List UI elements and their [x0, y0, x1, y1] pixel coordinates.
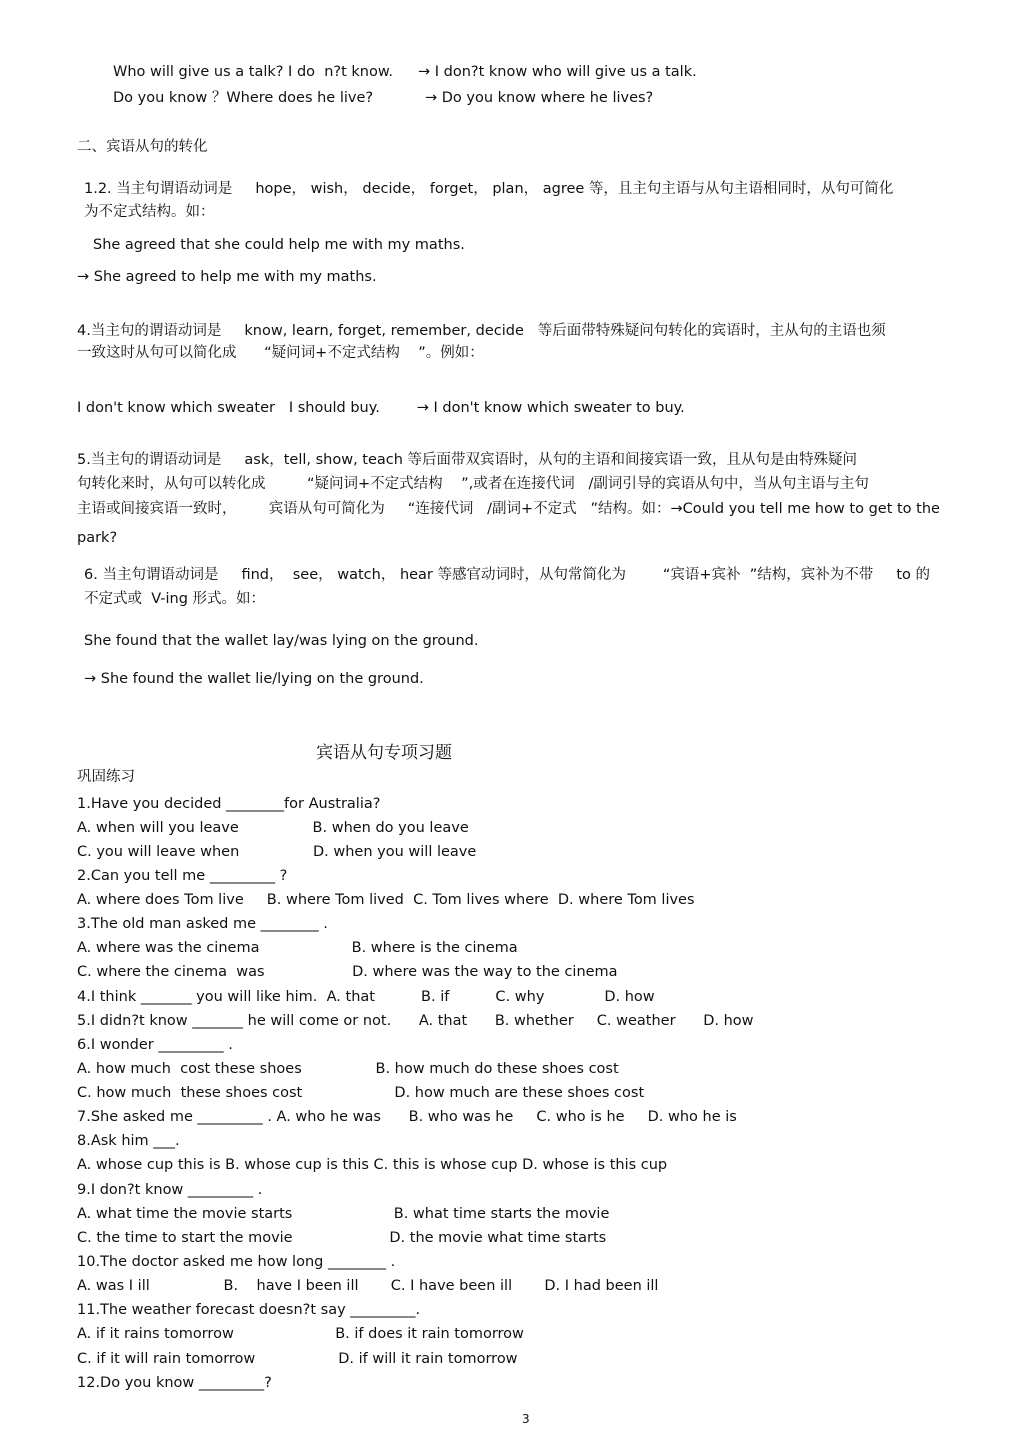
exercise-line: C. if it will rain tomorrow D. if will it rain tomorrow [77, 1351, 518, 1367]
exercise-line: A. where was the cinema B. where is the cinema [77, 940, 518, 956]
rule-6-line2: 不定式或 V-ing 形式。如： [84, 591, 266, 607]
example-q2: Do you know ？Where does he live? [113, 90, 374, 106]
exercise-line: C. where the cinema was D. where was the way to the cinema [77, 964, 618, 980]
exercise-line: A. when will you leave B. when do you leave [77, 820, 469, 836]
exercise-line: A. if it rains tomorrow B. if does it rain tomorrow [77, 1326, 524, 1342]
exercise-line: C. how much these shoes cost D. how much are these shoes cost [77, 1085, 645, 1101]
exercise-line: A. what time the movie starts B. what time starts the movie [77, 1206, 610, 1222]
rule-4-line2: 一致这时从句可以简化成 “疑问词+不定式结构 ”。例如： [77, 345, 484, 361]
exercise-line: 7.She asked me _________ . A. who he was B. who was he C. who is he D. who he is [77, 1109, 737, 1125]
exercise-line: 9.I don?t know _________ . [77, 1182, 263, 1198]
exercise-line: 6.I wonder _________ . [77, 1037, 233, 1053]
exercise-line: 8.Ask him ___. [77, 1133, 180, 1149]
exercise-line: C. you will leave when D. when you will leave [77, 844, 477, 860]
exercise-line: 1.Have you decided ________for Australia? [77, 796, 381, 812]
example-q1: Who will give us a talk? I do n?t know. [113, 64, 394, 80]
rule-12-example-a: She agreed that she could help me with my maths. [93, 237, 465, 253]
exercise-line: A. where does Tom live B. where Tom lived C. Tom lives where D. where Tom lives [77, 892, 695, 908]
rule-6-line1: 6. 当主句谓语动词是 find， see， watch， hear 等感官动词时，从句常简化为 “宾语+宾补 ”结构，宾补为不带 to 的 [84, 567, 930, 583]
page-number: 3 [522, 1412, 530, 1426]
exercise-line: A. whose cup this is B. whose cup is this C. this is whose cup D. whose is this cup [77, 1157, 668, 1173]
rule-5-line1: 5.当主句的谓语动词是 ask，tell, show, teach 等后面带双宾语时，从句的主语和间接宾语一致，且从句是由特殊疑问 [77, 452, 858, 468]
exercise-line: 2.Can you tell me _________ ? [77, 868, 288, 884]
exercise-line: 11.The weather forecast doesn?t say _________. [77, 1302, 421, 1318]
rule-5-line2: 句转化来时，从句可以转化成 “疑问词+不定式结构 ”,或者在连接代词 /副词引导的宾语从句中，当从句主语与主句 [77, 476, 869, 492]
exercise-title: 宾语从句专项习题 [316, 743, 452, 763]
example-a1: → I don?t know who will give us a talk. [418, 64, 697, 80]
exercise-subtitle: 巩固练习 [77, 769, 135, 785]
rule-5-line3: 主语或间接宾语一致时， 宾语从句可简化为 “连接代词 /副词+不定式 ”结构。如：→Could you tell me how to get to the [77, 501, 940, 517]
rule-5-line4: park? [77, 530, 118, 546]
exercise-line: A. how much cost these shoes B. how much do these shoes cost [77, 1061, 619, 1077]
rule-4-example: I don't know which sweater I should buy. → I don't know which sweater to buy. [77, 400, 685, 416]
exercise-line: A. was I ill B. have I been ill C. I have been ill D. I had been ill [77, 1278, 659, 1294]
example-a2: → Do you know where he lives? [425, 90, 654, 106]
exercise-line: 4.I think _______ you will like him. A. that B. if C. why D. how [77, 989, 655, 1005]
rule-6-example-a: She found that the wallet lay/was lying on the ground. [84, 633, 479, 649]
rule-4-line1: 4.当主句的谓语动词是 know, learn, forget, remember, decide 等后面带特殊疑问句转化的宾语时，主从句的主语也须 [77, 323, 886, 339]
rule-12-example-b: → She agreed to help me with my maths. [77, 269, 377, 285]
exercise-line: C. the time to start the movie D. the movie what time starts [77, 1230, 607, 1246]
rule-12-line1: 1.2. 当主句谓语动词是 hope， wish， decide， forget， plan， agree 等，且主句主语与从句主语相同时，从句可简化 [84, 181, 894, 197]
exercise-line: 12.Do you know _________? [77, 1375, 272, 1391]
rule-6-example-b: → She found the wallet lie/lying on the ground. [84, 671, 424, 687]
exercise-line: 5.I didn?t know _______ he will come or not. A. that B. whether C. weather D. how [77, 1013, 754, 1029]
exercise-line: 3.The old man asked me ________ . [77, 916, 328, 932]
rule-12-line2: 为不定式结构。如： [84, 204, 215, 220]
section-heading: 二、宾语从句的转化 [77, 139, 208, 155]
exercise-line: 10.The doctor asked me how long ________ . [77, 1254, 396, 1270]
